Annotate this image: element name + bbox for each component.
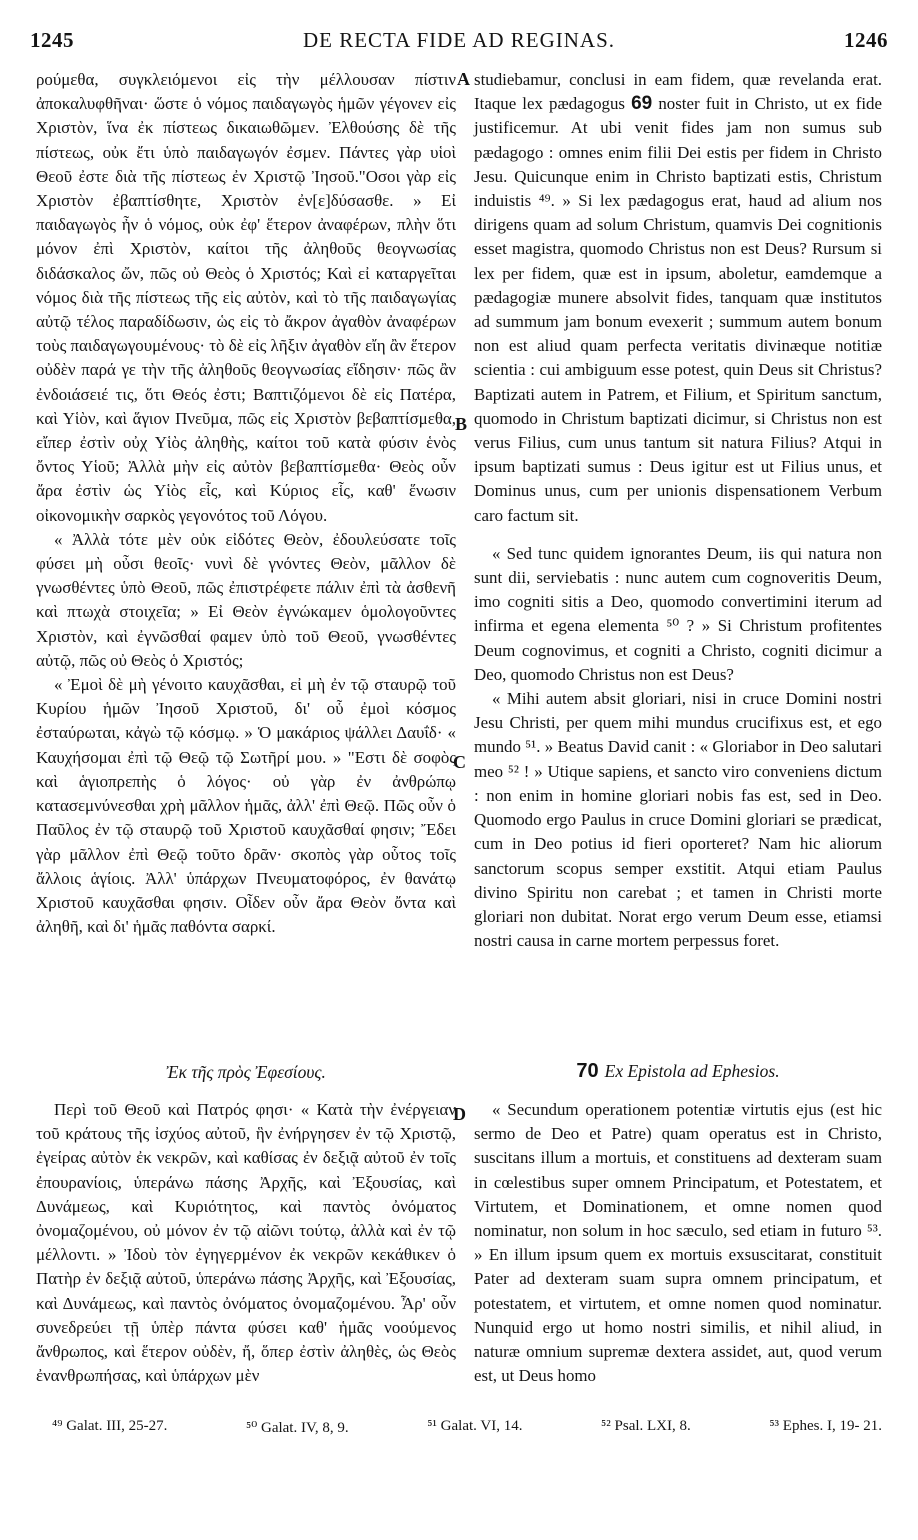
margin-marker-b: B bbox=[455, 414, 468, 434]
footnote: ⁵⁰ Galat. IV, 8, 9. bbox=[246, 1420, 349, 1436]
margin-marker-c: C bbox=[453, 752, 466, 772]
latin-paragraph bbox=[474, 68, 882, 528]
column-number: 69 bbox=[631, 93, 653, 115]
latin-paragraph: « Secundum operationem potentiæ virtutis ejus (est hic sermo de Deo et Patre) quam operatus est in Christo, suscitans illum a mortuis, et constituens ad dexteram suam in cœlestibus super omnem Principatum, et Potestatem, et Virtutem, et Dominationem, et omne nomen quod nominatur, non solum in hoc sæculo, sed etiam in futuro ⁵³. » En illum ipsum quem ex mortuis exsuscitarat, constituit Pater ad dexteram suam supra omnem principatum, et potestatem, et virtutem, et omne nomen quod nominatur. Nunquid ergo ut homo nostri similis, et nihil aliud, in naturæ omnium supremæ dextera assidet, aut, quod verum est, ut Deus homo bbox=[474, 1100, 882, 1386]
running-header bbox=[30, 28, 888, 58]
greek-section-heading: Ἐκ τῆς πρὸς Ἐφεσίους. bbox=[166, 1062, 326, 1082]
footnote: ⁵² Psal. LXI, 8. bbox=[601, 1418, 691, 1434]
footnotes bbox=[52, 1418, 882, 1437]
latin-text: studiebamur, conclusi in eam fidem, quæ revelanda erat. Itaque lex pædagogus bbox=[474, 70, 882, 114]
right-page-number: 1246 bbox=[844, 28, 888, 52]
greek-paragraph: ρούμεθα, συγκλειόμενοι εἰς τὴν μέλλουσαν πίστιν ἀποκαλυφθῆναι· ὥστε ὁ νόμος παιδαγωγὸς ἡμῶν γέγονεν εἰς Χριστὸν, ἵνα ἐκ πίστεως δικαιωθῶμεν. Ἐλθούσης δὲ τῆς πίστεως, οὐκ ἔτι ὑπὸ παιδαγωγόν ἐσμεν. Πάντες γὰρ υἱοὶ Θεοῦ ἐστε διὰ τῆς πίστεως ἐν Χριστῷ Ἰησοῦ."Οσοι γὰρ εἰς Χριστὸν ἐβαπτίσθητε, Χριστὸν ἐν[ε]δύσασθε. » Εἰ παιδαγωγὸς ἦν ὁ νόμος, οὐκ ἐφ' ἕτερον ἀναφέρων, πλὴν ὅτι μόνον ἐπὶ Χριστὸν, καίτοι τῆς ἀληθοῦς θεογνωσίας διδάσκαλος ὤν, πῶς οὐ Θεὸς ὁ Χριστός; Καὶ εἰ καταργεῖται νόμος διὰ τῆς πίστεως τῆς εἰς αὐτὸν, καὶ τὸ τῆς παιδαγωγίας αὐτῷ τέλος παραδίδωσιν, ὡς εἰς τὸ ἄκρον ἀγαθὸν ἀναφέρων τοὺς παιδαγωγουμένους· τὸ δὲ εἰς λῆξιν ἀγαθὸν εἴη ἂν ἕτερον οὐδὲν παρά γε τὴν τῆς ἀληθοῦς θεογνωσίας εἴδησιν· πῶς ἂν ἐνδοιάσειέ τις, ὅτι Θεός ἐστι; Βαπτιζόμενοι δὲ εἰς Πατέρα, καὶ Υἱὸν, καὶ ἅγιον Πνεῦμα, πῶς εἰς Χριστὸν βεβαπτίσμεθα, εἴπερ ἐστὶν οὐχ Υἱὸς ἀληθὴς, καίτοι τοῦ κατὰ φύσιν ἑνὸς ὄντος Υἱοῦ; Ἀλλὰ μὴν εἰς αὐτὸν βεβαπτίσμεθα· Θεὸς οὖν ἄρα ἐστὶν ὡς Υἱὸς εἷς, καὶ Κύριος εἷς, καθ' ἕνωσιν οἰκονομικὴν σαρκὸς γεγονότος τοῦ Λόγου. bbox=[36, 70, 456, 525]
page-title: DE RECTA FIDE AD REGINAS. bbox=[302, 28, 616, 52]
section-number: 70 bbox=[576, 1060, 599, 1082]
latin-column bbox=[474, 68, 882, 953]
footnote: ⁵³ Ephes. I, 19- 21. bbox=[769, 1418, 882, 1434]
latin-column-ephesians bbox=[474, 1098, 882, 1388]
greek-column bbox=[36, 68, 456, 939]
footnote: ⁴⁹ Galat. III, 25-27. bbox=[52, 1418, 168, 1434]
greek-paragraph: « Ἀλλὰ τότε μὲν οὐκ εἰδότες Θεὸν, ἐδουλεύσατε τοῖς φύσει μὴ οὖσι θεοῖς· νυνὶ δὲ γνόντες Θεὸν, μᾶλλον δὲ γνωσθέντες ὑπὸ Θεοῦ, πῶς ἐπιστρέφετε πάλιν ἐπὶ τὰ ἀσθενῆ καὶ πτωχὰ στοιχεῖα; » Εἰ Θεὸν ἐγνώκαμεν ὁμολογοῦντες Χριστὸν, καὶ ἐγνῶσθαί φαμεν ὑπὸ τοῦ Θεοῦ, γνωσθέντες αὐτῷ, πῶς οὐ Θεὸς ὁ Χριστός; bbox=[36, 529, 456, 670]
greek-column-ephesians bbox=[36, 1098, 456, 1388]
latin-paragraph: « Sed tunc quidem ignorantes Deum, iis qui natura non sunt dii, serviebatis : nunc autem cum cognoveritis Deum, imo cogniti sitis a Deo, quomodo convertimini iterum ad infirma et egena elementa ⁵⁰ ? » Si Christum profitentes Deum cognovimus, et cogniti a Christo, cogniti dicimur a Deo, quomodo Christus non est Deus? bbox=[474, 543, 882, 684]
greek-paragraph: Περὶ τοῦ Θεοῦ καὶ Πατρός φησι· « Κατὰ τὴν ἐνέργειαν τοῦ κράτους τῆς ἰσχύος αὐτοῦ, ἣν ἐνήργησεν ἐν τῷ Χριστῷ, ἐγείρας αὐτὸν ἐκ νεκρῶν, καὶ καθίσας ἐν δεξιᾷ αὐτοῦ ἐν τοῖς ἐπουρανίοις, ὑπεράνω πάσης Ἀρχῆς, καὶ Ἐξουσίας, καὶ Δυνάμεως, καὶ Κυριότητος, καὶ παντὸς ὀνόματος ὀνομαζομένου, οὐ μόνον ἐν τῷ αἰῶνι τούτῳ, ἀλλὰ καὶ ἐν τῷ μέλλοντι. » Ἰδοὺ τὸν ἐγηγερμένον ἐκ νεκρῶν κεκάθικεν ὁ Πατὴρ ἐν δεξιᾷ αὐτοῦ, ὑπεράνω πάσης Ἀρχῆς, καὶ Ἐξουσίας, καὶ Δυνάμεως, καὶ παντὸς ὀνόματος ὀνομαζομένου. Ἆρ' οὖν συνεδρεύει τῇ ὑπὲρ πάντα φύσει καθ' ἡμᾶς νοούμενος ἄνθρωπος, καὶ ἕτερον οὐδὲν, ἤ, ὅπερ ἐστὶν ἀληθὲς, ὡς Θεὸς ἐνανθρωπήσας, καὶ ὑπάρχων μὲν bbox=[36, 1100, 456, 1386]
margin-marker-a: A bbox=[457, 69, 470, 89]
latin-section-title: Ex Epistola ad Ephesios. bbox=[604, 1061, 780, 1081]
latin-text: noster fuit in Christo, ut ex fide justificemur. At ubi venit fides jam non sumus sub pædagogo : omnes enim filii Dei estis per fidem in Christo Jesu. Quicunque enim in Christo baptizati estis, Christum induistis ⁴⁹. » Si lex pædagogus erat, haud ad alium nos dirigens quam ad solum Christum, quamvis Dei cognitionis esset magistra, quomodo Christus non est Deus? Rursum si lex per fidem, quæ est in ipsum, aboletur, eamdemque a pædagogiæ munere absolvit fides, tanquam quæ institutos ad summum jam bonum evexerit ; summum autem bonum non est aliud quam perfecta veritatis divinæque notitiæ scientia : cui ambiguum esse potest, quin Deus sit Christus? Baptizati autem in Patrem, et Filium, et Spiritum sanctum, quomodo in Christum baptizati dicimur, si Christus non est verus Filius, cum unus tantum sit natura Filius? Atqui in ipsum baptizati sumus : Deus igitur est ut Filius unus, et Dominus unus, cum per unionis dispensationem Verbum caro factum sit. bbox=[474, 94, 883, 525]
left-page-number: 1245 bbox=[30, 28, 74, 52]
margin-marker-d: D bbox=[453, 1104, 466, 1124]
latin-paragraph: « Mihi autem absit gloriari, nisi in cruce Domini nostri Jesu Christi, per quem mihi mundus crucifixus est, et ego mundo ⁵¹. » Beatus David canit : « Gloriabor in Deo salutari meo ⁵² ! » Utique sapiens, et sancto viro conveniens dictum : non enim in homine gloriari nobis fas est, sed in Deo. Quomodo ergo Paulus in cruce Domini gloriari se prædicat, cum in Deo potius id fieri oporteret? Nam hic aliorum sanctorum scopus semper exstitit. Atqui etiam Paulus divino Spiritu non carebat ; et tamen in Christi morte gloriari non dubitat. Norat ergo verum Deum esse, etiamsi nostri causa in carne mortem perpessus foret. bbox=[474, 689, 882, 951]
latin-section-heading bbox=[474, 1060, 882, 1083]
greek-paragraph: « Ἐμοὶ δὲ μὴ γένοιτο καυχᾶσθαι, εἰ μὴ ἐν τῷ σταυρῷ τοῦ Κυρίου ἡμῶν Ἰησοῦ Χριστοῦ, δι' οὗ ἐμοὶ κόσμος ἐσταύρωται, κἀγὼ τῷ κόσμῳ. » Ὁ μακάριος ψάλλει Δαυΐδ· « Καυχήσομαι ἐπὶ τῷ Θεῷ τῷ Σωτῆρί μου. » "Εστι δὲ σοφὸς καὶ ἁγιοπρεπὴς ὁ λόγος· οὐ γὰρ ἐν ἀνθρώπῳ κατασεμνύνεσθαι χρὴ μᾶλλον ἡμᾶς, ἀλλ' ἐπὶ Θεῷ. Πῶς οὖν ὁ Παῦλος ἐν τῷ σταυρῷ τοῦ Χριστοῦ καυχᾶσθαί φησιν; Ἔδει γὰρ μᾶλλον ἐπὶ Θεῷ τοῦτο δρᾶν· σκοπὸς γὰρ οὗτος τοῖς ἄλλοις ἁγίοις. Ἀλλ' ὑπάρχων Πνευματοφόρος, ἐν θανάτῳ Χριστοῦ καυχᾶσθαι φησιν. Οἶδεν οὖν ἄρα Θεὸν ὄντα καὶ ἀληθῆ, καὶ δι' ἡμᾶς παθόντα σαρκί. bbox=[36, 675, 456, 937]
footnote: ⁵¹ Galat. VI, 14. bbox=[427, 1418, 523, 1434]
